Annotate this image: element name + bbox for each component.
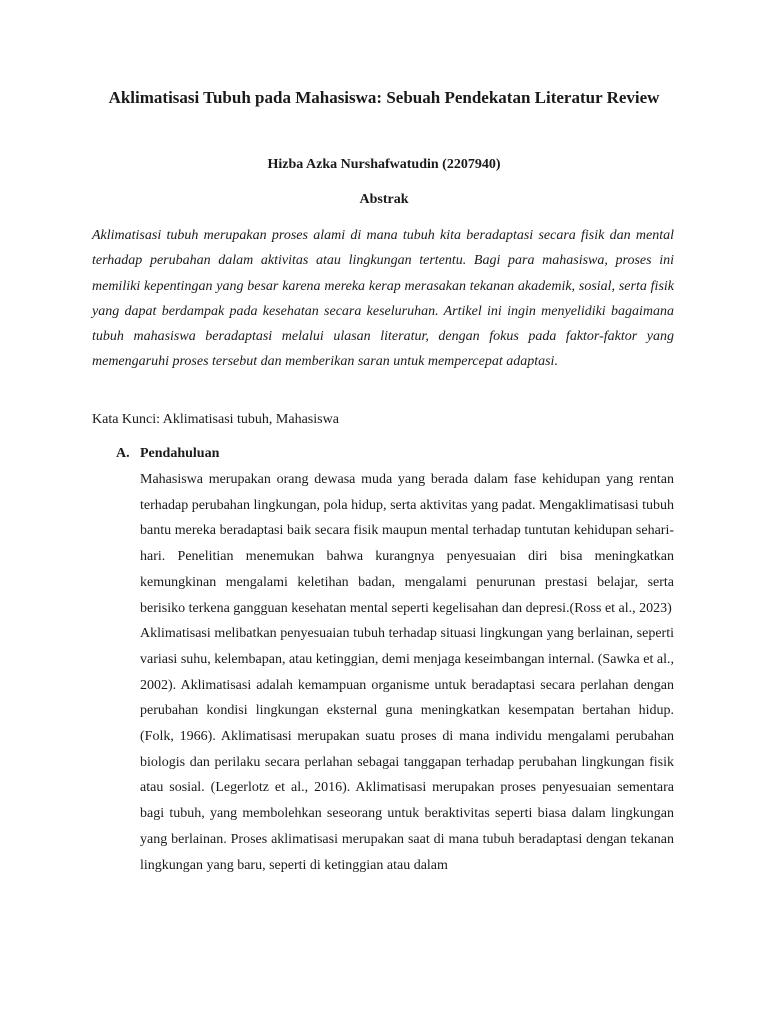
section-letter: A. bbox=[116, 446, 130, 461]
keywords-line: Kata Kunci: Aklimatisasi tubuh, Mahasiswa bbox=[92, 412, 339, 427]
section-heading-pendahuluan bbox=[116, 444, 219, 464]
author-line: Hizba Azka Nurshafwatudin (2207940) bbox=[267, 157, 501, 172]
section-title: Pendahuluan bbox=[140, 446, 220, 461]
abstract-text: Aklimatisasi tubuh merupakan proses alami di mana tubuh kita beradaptasi secara fisik dan mental terhadap perubahan dalam aktivitas atau lingkungan tertentu. Bagi para mahasiswa, proses ini memiliki kepentingan yang besar karena mereka kerap merasakan tekanan akademik, sosial, serta fisik yang dapat berdampak pada kesehatan secara keseluruhan. Artikel ini ingin menyelidiki bagaimana tubuh mahasiswa beradaptasi melalui ulasan literatur, dengan fokus pada faktor-faktor yang memengaruhi proses tersebut dan memberikan saran untuk mempercepat adaptasi. bbox=[92, 228, 674, 370]
abstract-heading: Abstrak bbox=[359, 192, 409, 207]
paragraph: Aklimatisasi melibatkan penyesuaian tubuh terhadap situasi lingkungan yang berlainan, seperti variasi suhu, kelembapan, atau ketinggian, demi menjaga keseimbangan internal. (Sawka et al., 2002). Aklimatisasi adalah kemampuan organisme untuk beradaptasi secara perlahan dengan perubahan kondisi lingkungan eksternal guna meningkatkan kesempatan bertahan hidup. (Folk, 1966). Aklimatisasi merupakan suatu proses di mana individu mengalami perubahan biologis dan perilaku secara perlahan sebagai tanggapan terhadap perubahan lingkungan fisik atau sosial. (Legerlotz et al., 2016). Aklimatisasi merupakan proses penyesuaian sementara bagi tubuh, yang membolehkan seseorang untuk beraktivitas seperti biasa dalam lingkungan yang berlainan. Proses aklimatisasi merupakan saat di mana tubuh beradaptasi dengan tekanan lingkungan yang baru, seperti di ketinggian atau dalam bbox=[140, 626, 674, 873]
paragraph: Mahasiswa merupakan orang dewasa muda yang berada dalam fase kehidupan yang rentan terhadap perubahan lingkungan, pola hidup, serta aktivitas yang padat. Mengaklimatisasi tubuh bantu mereka beradaptasi baik secara fisik maupun mental terhadap tuntutan kehidupan sehari-hari. Penelitian menemukan bahwa kurangnya penyesuaian diri bisa meningkatkan kemungkinan mengalami keletihan badan, mengalami penurunan prestasi belajar, serta berisiko terkena gangguan kesehatan mental seperti kegelisahan dan depresi.(Ross et al., 2023) bbox=[140, 472, 674, 616]
section-body bbox=[140, 467, 674, 878]
document-title: Aklimatisasi Tubuh pada Mahasiswa: Sebuah Pendekatan Literatur Review bbox=[108, 88, 660, 107]
